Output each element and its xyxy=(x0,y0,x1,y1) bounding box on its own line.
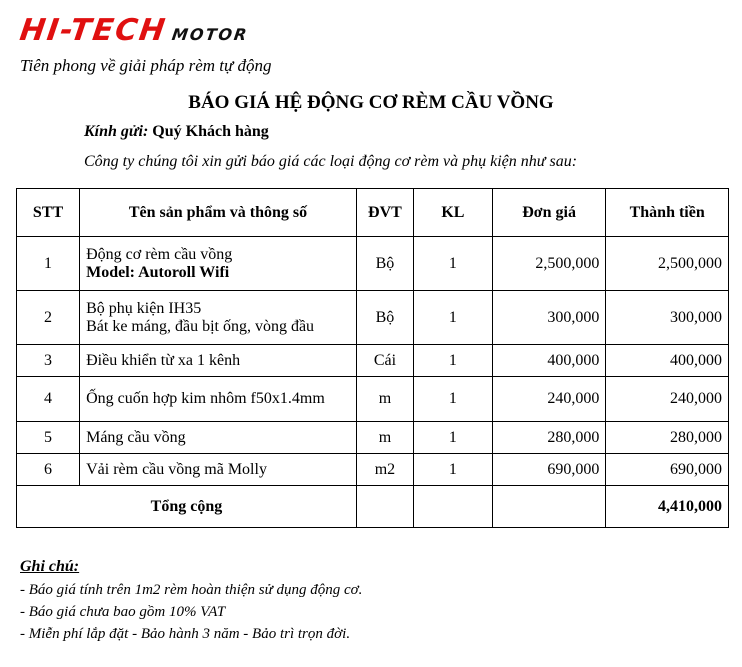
logo-main-text: HI-TECH xyxy=(17,13,169,48)
header-unit-price: Đơn giá xyxy=(492,189,606,237)
total-label: Tổng cộng xyxy=(17,486,357,528)
note-line: - Miễn phí lắp đặt - Bảo hành 3 năm - Bảo trì trọn đời. xyxy=(20,626,351,642)
intro-text: Công ty chúng tôi xin gửi báo giá các loại động cơ rèm và phụ kiện như sau: xyxy=(84,153,578,170)
table-header-row xyxy=(17,189,729,237)
cell-unit: Bộ xyxy=(356,291,413,345)
cell-product: Ống cuốn hợp kim nhôm f50x1.4mm xyxy=(80,377,357,422)
cell-qty: 1 xyxy=(413,377,492,422)
cell-product: Điều khiển từ xa 1 kênh xyxy=(80,345,357,377)
cell-unit-price: 280,000 xyxy=(492,422,606,454)
cell-amount: 280,000 xyxy=(606,422,729,454)
cell-unit-price: 690,000 xyxy=(492,454,606,486)
cell-product xyxy=(80,291,357,345)
total-row xyxy=(17,486,729,528)
note-line: - Báo giá tính trên 1m2 rèm hoàn thiện sử dụng động cơ. xyxy=(20,582,363,598)
product-name: Động cơ rèm cầu vồng xyxy=(86,245,233,263)
cell-unit-price: 400,000 xyxy=(492,345,606,377)
cell-unit-price: 300,000 xyxy=(492,291,606,345)
product-name: Bộ phụ kiện IH35 xyxy=(86,299,202,317)
cell-stt: 2 xyxy=(17,291,80,345)
cell-amount: 400,000 xyxy=(606,345,729,377)
cell-amount: 240,000 xyxy=(606,377,729,422)
cell-qty: 1 xyxy=(413,454,492,486)
header-stt: STT xyxy=(17,189,80,237)
cell-stt: 4 xyxy=(17,377,80,422)
cell-amount: 2,500,000 xyxy=(606,237,729,291)
cell-unit-price: 240,000 xyxy=(492,377,606,422)
total-empty-cell xyxy=(492,486,606,528)
cell-qty: 1 xyxy=(413,422,492,454)
header-product: Tên sản phẩm và thông số xyxy=(80,189,357,237)
header-unit: ĐVT xyxy=(356,189,413,237)
cell-stt: 3 xyxy=(17,345,80,377)
cell-product: Máng cầu vồng xyxy=(80,422,357,454)
table-row xyxy=(17,291,729,345)
greeting xyxy=(84,123,269,141)
table-row xyxy=(17,422,729,454)
cell-unit-price: 2,500,000 xyxy=(492,237,606,291)
cell-product xyxy=(80,237,357,291)
product-detail: Model: Autoroll Wifi xyxy=(86,263,230,281)
total-empty-cell xyxy=(413,486,492,528)
logo-sub-text: MOTOR xyxy=(171,25,251,44)
cell-product: Vải rèm cầu vồng mã Molly xyxy=(80,454,357,486)
cell-amount: 690,000 xyxy=(606,454,729,486)
cell-unit: Cái xyxy=(356,345,413,377)
table-row xyxy=(17,454,729,486)
cell-qty: 1 xyxy=(413,291,492,345)
company-logo xyxy=(17,13,251,48)
notes-title: Ghi chú: xyxy=(20,558,80,575)
table-row xyxy=(17,237,729,291)
cell-unit: m xyxy=(356,422,413,454)
cell-stt: 6 xyxy=(17,454,80,486)
greeting-value: Quý Khách hàng xyxy=(152,123,269,140)
total-empty-cell xyxy=(356,486,413,528)
notes-section xyxy=(20,558,362,645)
product-detail: Bát ke máng, đầu bịt ống, vòng đầu xyxy=(86,317,315,335)
note-line: - Báo giá chưa bao gồm 10% VAT xyxy=(20,604,226,620)
cell-unit: Bộ xyxy=(356,237,413,291)
cell-qty: 1 xyxy=(413,345,492,377)
cell-amount: 300,000 xyxy=(606,291,729,345)
document-title: BÁO GIÁ HỆ ĐỘNG CƠ RÈM CẦU VỒNG xyxy=(188,92,554,113)
table-row xyxy=(17,345,729,377)
header-qty: KL xyxy=(413,189,492,237)
cell-unit: m xyxy=(356,377,413,422)
greeting-label: Kính gửi: xyxy=(84,123,149,140)
cell-stt: 5 xyxy=(17,422,80,454)
header-amount: Thành tiền xyxy=(606,189,729,237)
total-value: 4,410,000 xyxy=(606,486,729,528)
table-row xyxy=(17,377,729,422)
cell-qty: 1 xyxy=(413,237,492,291)
slogan: Tiên phong về giải pháp rèm tự động xyxy=(20,56,272,75)
cell-stt: 1 xyxy=(17,237,80,291)
quote-table xyxy=(16,188,729,528)
cell-unit: m2 xyxy=(356,454,413,486)
